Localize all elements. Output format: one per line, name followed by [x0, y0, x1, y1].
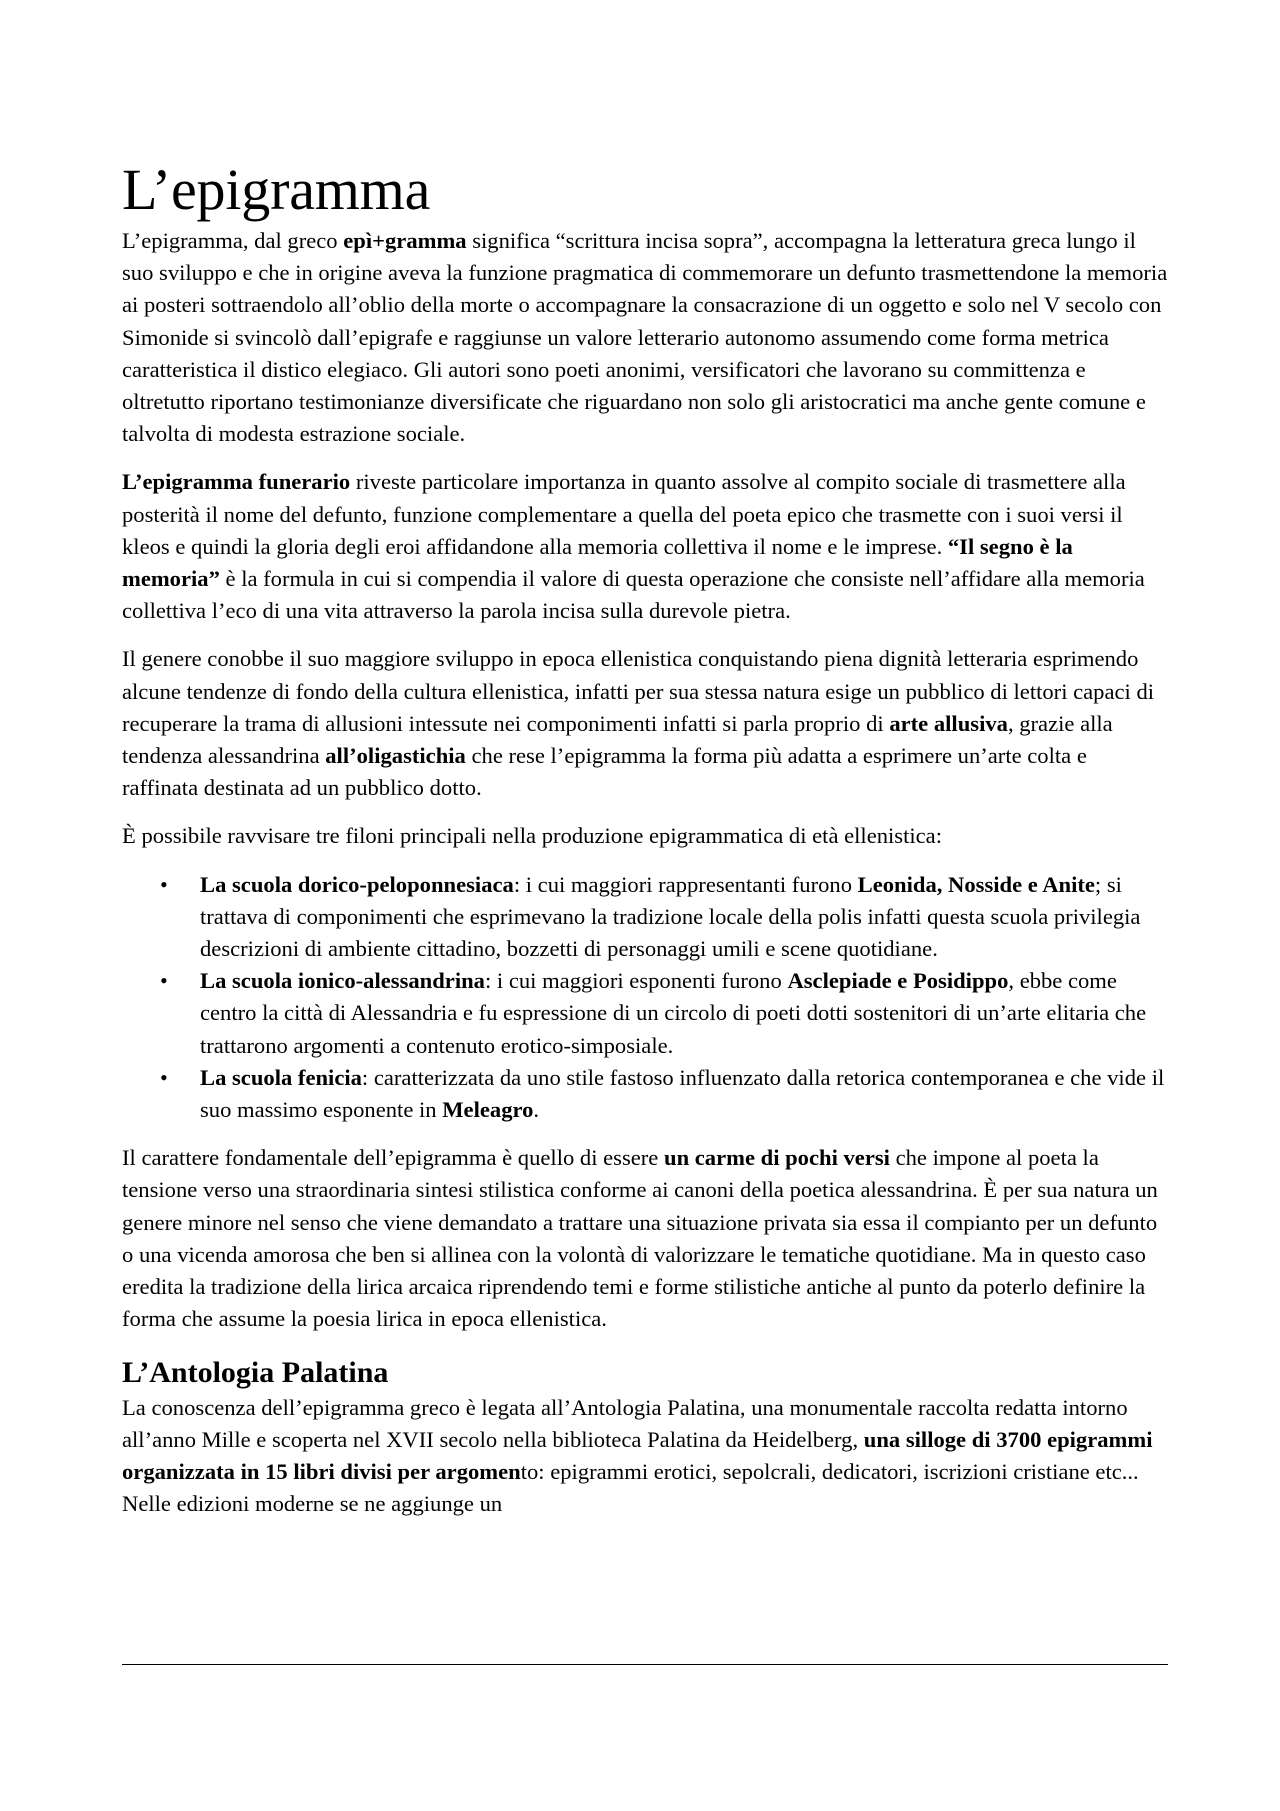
bold-text: epì+gramma	[343, 228, 467, 253]
bold-text: Meleagro	[442, 1097, 534, 1123]
paragraph-filoni: È possibile ravvisare tre filoni principali nella produzione epigrammatica di età ellenistica:	[122, 823, 942, 849]
bold-text: La scuola ionico-alessandrina	[200, 968, 485, 994]
text: ; si trattava di componimenti che esprimevano la tradizione locale della polis infatti questa scuola privilegia descrizioni di ambiente cittadino, bozzetti di personaggi umili e scene quotidiane.	[200, 871, 1141, 962]
paragraph-antologia	[122, 1392, 1168, 1521]
text: riveste particolare importanza in quanto assolve al compito sociale di trasmettere alla posterità il nome del defunto, funzione complementare a quella del poeta epico che trasmette con i suoi versi il kleos e quindi la gloria degli eroi affidandone alla memoria collettiva il nome e le imprese.	[122, 469, 1126, 559]
bullet-icon: •	[160, 1064, 168, 1090]
list-item	[160, 869, 1168, 966]
text: : i cui maggiori rappresentanti furono	[513, 871, 858, 897]
text: L’epigramma, dal greco	[122, 228, 344, 253]
section-heading: L’Antologia Palatina	[122, 1355, 389, 1389]
text: .	[533, 1097, 540, 1123]
text: : caratterizzata da uno stile fastoso influenzato dalla retorica contemporanea e che vide il suo massimo esponente in	[200, 1064, 1165, 1123]
text: , grazie alla tendenza alessandrina	[122, 710, 1113, 769]
bold-text: arte allusiva	[889, 710, 1008, 736]
bold-text: una silloge di 3700 epigrammi organizzata in 15 libri divisi per argomen	[122, 1426, 1153, 1484]
text: : i cui maggiori esponenti furono	[484, 968, 788, 994]
bold-text: La scuola dorico-peloponnesiaca	[200, 871, 514, 897]
bold-text: L’epigramma funerario	[122, 469, 351, 495]
text: La conoscenza dell’epigramma greco è legata all’Antologia Palatina, una monumentale raccolta redatta intorno all’anno Mille e scoperta nel XVII secolo nella biblioteca Palatina da Heidelberg,	[122, 1394, 1128, 1452]
paragraph-intro	[122, 225, 1168, 450]
paragraph-ellenistica	[122, 643, 1168, 804]
text: Il carattere fondamentale dell’epigramma è quello di essere	[122, 1145, 664, 1171]
bold-text: Leonida, Nosside e Anite	[857, 871, 1095, 897]
bold-text: un carme di pochi versi	[664, 1145, 890, 1171]
text: è la formula in cui si compendia il valore di questa operazione che consiste nell’affidare alla memoria collettiva l’eco di una vita attraverso la parola incisa sulla durevole pietra.	[122, 566, 1145, 624]
bullet-icon: •	[160, 871, 168, 897]
bold-text: Asclepiade e Posidippo	[787, 968, 1009, 994]
text: che impone al poeta la tensione verso una straordinaria sintesi stilistica conforme ai canoni della poetica alessandrina. È per sua natura un genere minore nel senso che viene demandato a trattare una situazione privata sia essa il compianto per un defunto o una vicenda amorosa che ben si allinea con la volontà di valorizzare le tematiche quotidiane. Ma in questo caso eredita la tradizione della lirica arcaica riprendendo temi e forme stilistiche antiche al punto da poterlo definire la forma che assume la poesia lirica in epoca ellenistica.	[122, 1145, 1158, 1332]
bold-text: La scuola fenicia	[200, 1064, 362, 1090]
paragraph-funerario	[122, 466, 1168, 627]
list-item	[160, 965, 1168, 1062]
bold-text: all’oligastichia	[325, 743, 466, 769]
page-title: L’epigramma	[122, 157, 431, 222]
text: to: epigrammi erotici, sepolcrali, dedicatori, iscrizioni cristiane etc... Nelle edizioni moderne se ne aggiunge un	[122, 1458, 1139, 1517]
paragraph-carattere	[122, 1142, 1168, 1335]
text: , ebbe come centro la città di Alessandria e fu espressione di un circolo di poeti dotti sostenitori di un’arte elitaria che trattarono argomenti a contenuto erotico-simposiale.	[200, 968, 1147, 1058]
text: che rese l’epigramma la forma più adatta a esprimere un’arte colta e raffinata destinata ad un pubblico dotto.	[122, 743, 1087, 801]
list-item	[160, 1062, 1168, 1126]
bold-text: “Il segno è la memoria”	[122, 533, 1073, 592]
text: Il genere conobbe il suo maggiore sviluppo in epoca ellenistica conquistando piena dignità letteraria esprimendo alcune tendenze di fondo della cultura ellenistica, infatti per sua stessa natura esige un pubblico di lettori capaci di recuperare la trama di allusioni intessute nei componimenti infatti si parla proprio di	[122, 646, 1155, 736]
text: significa “scrittura incisa sopra”, accompagna la letteratura greca lungo il suo sviluppo e che in origine aveva la funzione pragmatica di commemorare un defunto trasmettendone la memoria ai posteri sottraendolo all’oblio della morte o accompagnare la consacrazione di un oggetto e solo nel V secolo con Simonide si svincolò dall’epigrafe e raggiunse un valore letterario autonomo assumendo come forma metrica caratteristica il distico elegiaco. Gli autori sono poeti anonimi, versificatori che lavorano su committenza e oltretutto riportano testimonianze diversificate che riguardano non solo gli aristocratici ma anche gente comune e talvolta di modesta estrazione sociale.	[122, 228, 1168, 447]
page-bottom-rule	[122, 1664, 1168, 1665]
schools-list	[122, 869, 1168, 1127]
bullet-icon: •	[160, 968, 168, 994]
document-page	[122, 157, 1168, 1520]
